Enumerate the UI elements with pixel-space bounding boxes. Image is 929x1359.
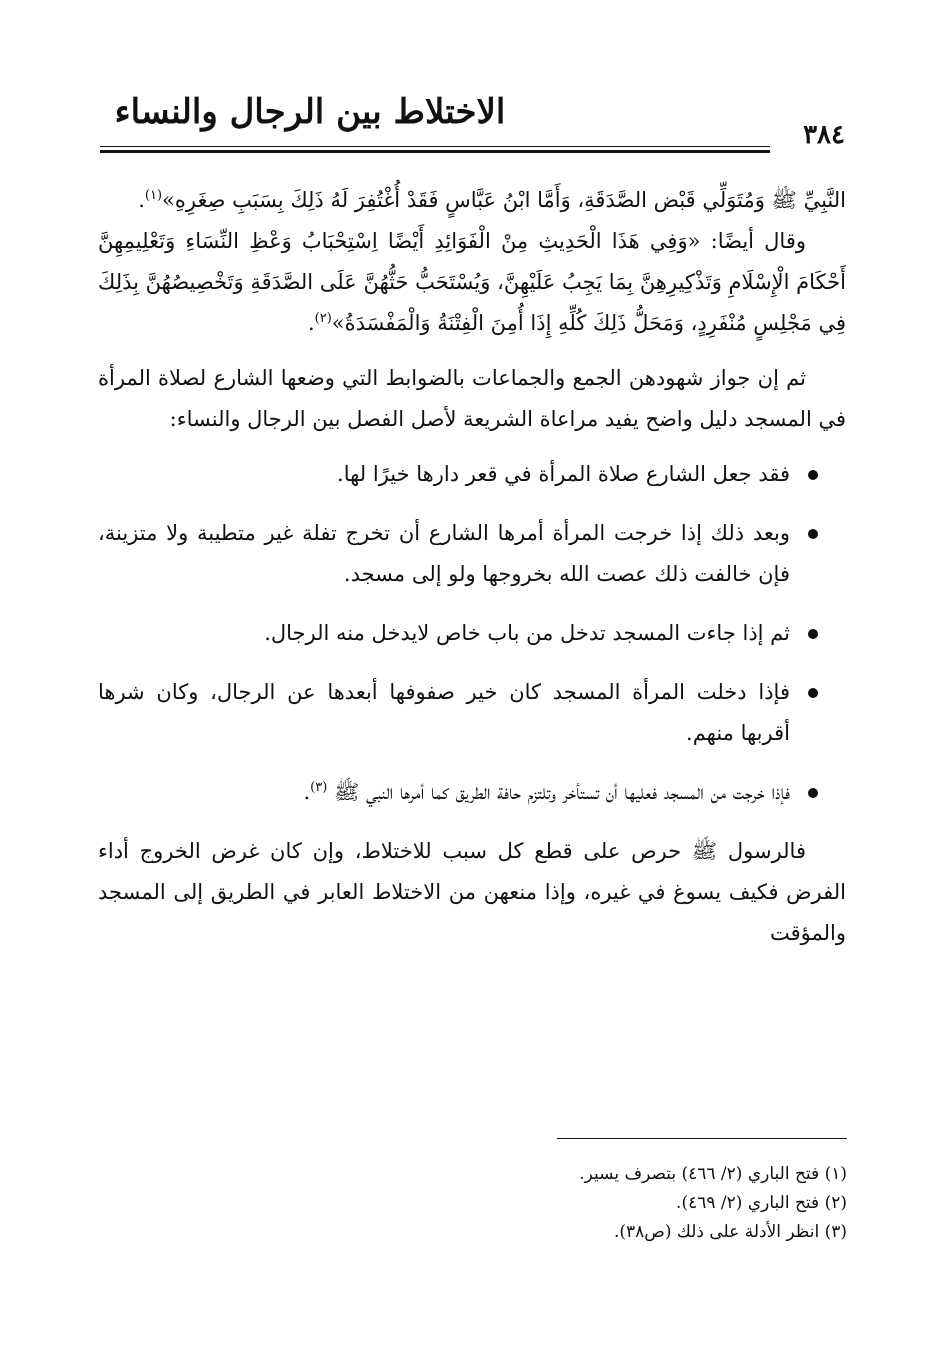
bullet-list — [98, 454, 846, 813]
footnote-2: (٢) فتح الباري (٢/ ٤٦٩). — [676, 1193, 847, 1213]
paragraph-3: ثم إن جواز شهودهن الجمع والجماعات بالضوابط التي وضعها الشارع لصلاة المرأة في المسجد دليل واضح يفيد مراعاة الشريعة لأصل الفصل بين الرجال والنساء: — [98, 366, 846, 431]
footnote-rule — [557, 1138, 847, 1139]
bullet-icon — [808, 788, 818, 798]
footnote-ref-3: (٣) — [310, 780, 328, 795]
bullet-text: فإذا دخلت المرأة المسجد كان خير صفوفها أبعدها عن الرجال، وكان شرها أقربها منهم. — [98, 680, 790, 745]
bullet-text: وبعد ذلك إذا خرجت المرأة أمرها الشارع أن تخرج تفلة غير متطيبة ولا متزينة، فإن خالفت ذلك عصت الله بخروجها ولو إلى مسجد. — [98, 521, 790, 586]
footnote-ref-1: (١) — [144, 188, 163, 203]
footnote-1: (١) فتح الباري (٢/ ٤٦٦) بتصرف يسير. — [579, 1164, 847, 1184]
header-rule — [100, 150, 770, 153]
bullet-text: ثم إذا جاءت المسجد تدخل من باب خاص لايدخل منه الرجال. — [264, 621, 790, 645]
running-title: الاختلاط بين الرجال والنساء — [114, 92, 506, 132]
footnote-3: (٣) انظر الأدلة على ذلك (ص٣٨). — [613, 1222, 847, 1242]
paragraph-2-quote: «وَفِي هَذَا الْحَدِيثِ مِنْ الْفَوَائِدِ أَيْضًا اِسْتِحْبَابُ وَعْظِ النِّسَاءِ وَتَعْلِيمِهِنَّ أَحْكَامَ الْإِسْلَامِ وَتَذْكِيرِهِنَّ بِمَا يَجِبُ عَلَيْهِنَّ، وَيُسْتَحَبُّ حَثُّهُنَّ عَلَى الصَّدَقَةِ وَتَخْصِيصُهُنَّ بِذَلِكَ فِي مَجْلِسٍ مُنْفَرِدٍ، وَمَحَلُّ ذَلِكَ كُلِّهِ إِذَا أُمِنَ الْفِتْنَةُ وَالْمَفْسَدَةُ» — [98, 229, 846, 335]
bullet-text: فقد جعل الشارع صلاة المرأة في قعر دارها خيرًا لها. — [337, 462, 790, 486]
running-head — [100, 92, 845, 152]
paragraph-quote — [98, 221, 846, 344]
bullet-icon — [808, 529, 818, 539]
list-item — [98, 672, 846, 754]
bullet-icon — [808, 470, 818, 480]
footnote-ref-2: (٢) — [314, 311, 332, 326]
bullet-icon — [808, 629, 818, 639]
paragraph-4: فالرسول ﷺ حرص على قطع كل سبب للاختلاط، وإن كان غرض الخروج أداء الفرض فكيف يسوغ في غيره، وإذا منعهن من الاختلاط العابر في الطريق إلى المسجد والمؤقت — [98, 839, 846, 945]
bullet-icon — [808, 688, 818, 698]
paragraph-continuation — [98, 180, 846, 221]
paragraph-1-text: النَّبِيِّ ﷺ وَمُتَوَلِّي قَبْض الصَّدَقَةِ، وَأَمَّا ابْنُ عَبَّاسٍ فَقَدْ أُغْتُفِرَ لَهُ ذَلِكَ بِسَبَبِ صِغَرِهِ» — [162, 188, 846, 212]
paragraph-1-end: . — [138, 188, 145, 212]
footnotes — [347, 1160, 847, 1247]
bullet-text: فإذا خرجت من المسجد فعليها أن تستأخر وتلتزم حافة الطريق كما أمرها النبي ﷺ — [334, 780, 790, 804]
body-text — [98, 180, 846, 954]
bullet-end: . — [303, 780, 311, 804]
paragraph-2-lead: وقال أيضًا: — [710, 229, 807, 253]
list-item — [98, 513, 846, 595]
header-rule-thin — [100, 146, 770, 147]
list-item — [98, 454, 846, 495]
list-item — [98, 772, 846, 813]
paragraph-2-end: . — [307, 311, 315, 335]
list-item — [98, 613, 846, 654]
page-number: ٣٨٤ — [803, 120, 845, 150]
